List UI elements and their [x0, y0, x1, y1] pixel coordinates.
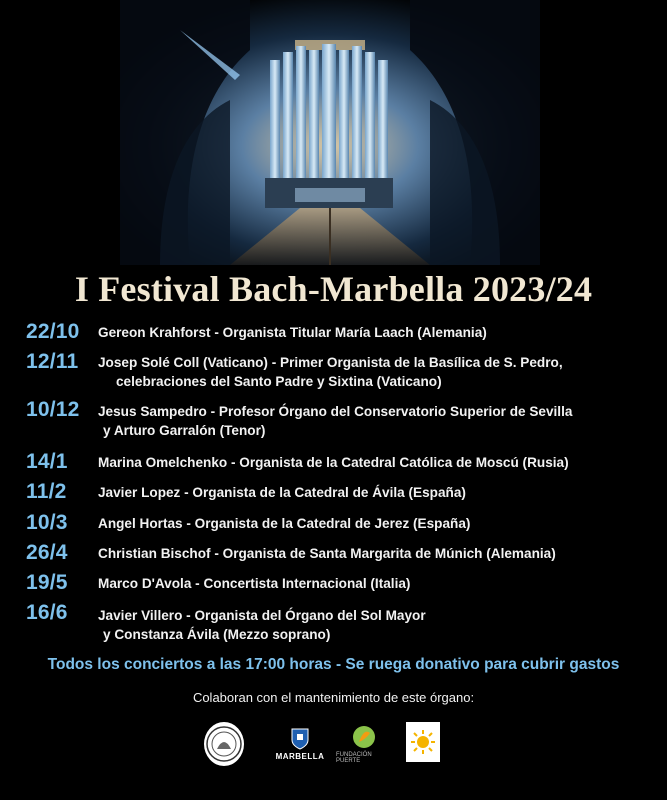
- fundacion-leaf-icon: [351, 724, 377, 750]
- concert-description: Angel Hortas - Organista de la Catedral de Jerez (España): [98, 516, 471, 531]
- concert-date: 19/5: [26, 571, 68, 594]
- concert-date: 11/2: [26, 480, 67, 503]
- concert-date: 26/4: [26, 541, 68, 564]
- concert-description: Jesus Sampedro - Profesor Órgano del Conservatorio Superior de Sevilla: [98, 404, 573, 419]
- concert-description: Gereon Krahforst - Organista Titular María Laach (Alemania): [98, 325, 487, 340]
- concert-description: Marina Omelchenko - Organista de la Catedral Católica de Moscú (Rusia): [98, 455, 569, 470]
- concert-description-cont: y Arturo Garralón (Tenor): [103, 423, 266, 438]
- concert-date: 10/12: [26, 398, 80, 421]
- concert-description: Christian Bischof - Organista de Santa Margarita de Múnich (Alemania): [98, 546, 556, 561]
- concert-description: Marco D'Avola - Concertista Internacional (Italia): [98, 576, 411, 591]
- seal-logo: [204, 722, 244, 766]
- organ-photo: [120, 0, 540, 265]
- concert-date: 22/10: [26, 320, 80, 343]
- fundacion-logo: [336, 722, 392, 766]
- concert-date: 10/3: [26, 511, 68, 534]
- concert-time-notice: Todos los conciertos a las 17:00 horas - Se ruega donativo para cubrir gastos: [47, 656, 620, 673]
- concert-description: Javier Lopez - Organista de la Catedral de Ávila (España): [98, 485, 466, 500]
- concert-description-cont: y Constanza Ávila (Mezzo soprano): [103, 627, 331, 642]
- concert-date: 12/11: [26, 350, 79, 373]
- concert-description-cont: celebraciones del Santo Padre y Sixtina (Vaticano): [116, 374, 442, 389]
- festival-title: I Festival Bach-Marbella 2023/24: [74, 269, 593, 309]
- marbella-crest-icon: [291, 728, 309, 750]
- concert-date: 16/6: [26, 601, 68, 624]
- concert-date: 14/1: [26, 450, 68, 473]
- concert-description: Javier Villero - Organista del Órgano del Sol Mayor: [98, 608, 426, 623]
- sun-logo: [406, 722, 440, 762]
- marbella-logo: [276, 722, 324, 766]
- sponsors-heading: Colaboran con el mantenimiento de este órgano:: [192, 690, 475, 705]
- concert-description: Josep Solé Coll (Vaticano) - Primer Organista de la Basílica de S. Pedro,: [98, 355, 563, 370]
- marbella-logo-text: MARBELLA: [275, 751, 325, 761]
- fundacion-logo-text: FUNDACIÓN PUERTE: [336, 752, 372, 764]
